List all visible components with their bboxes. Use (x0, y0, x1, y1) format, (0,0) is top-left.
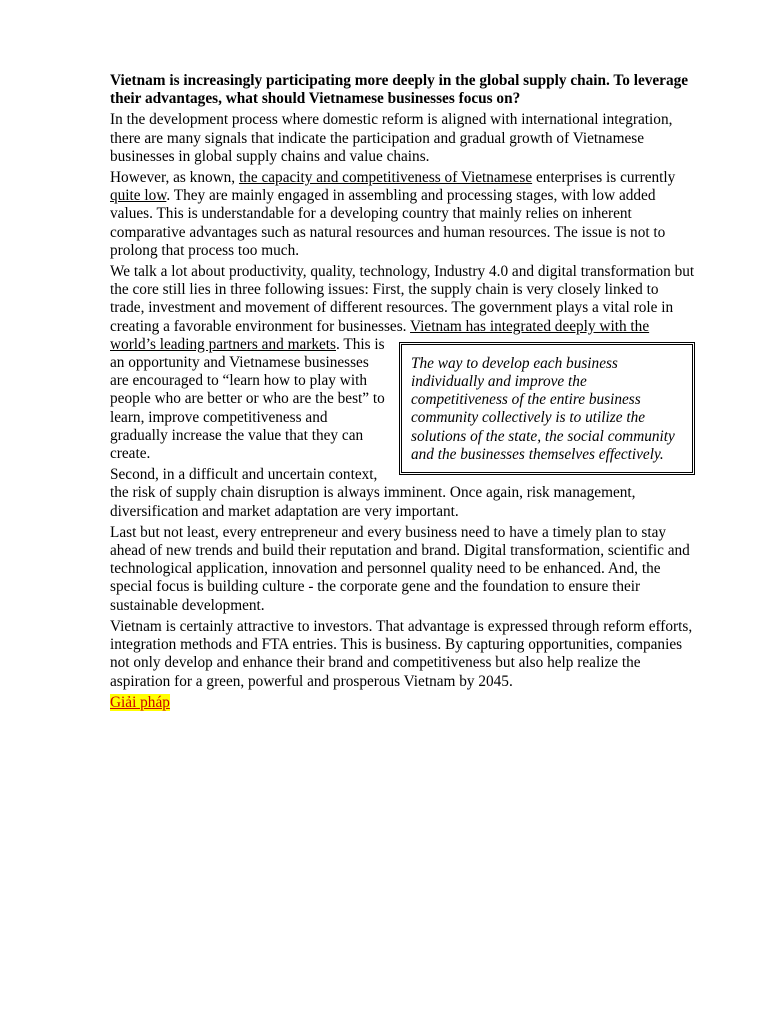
pull-quote-box: The way to develop each business individually and improve the competitiveness of the entire business community collectively is to utilize the solutions of the state, the social community and the businesses themselves effectively. (399, 342, 695, 475)
solutions-link[interactable]: Giải pháp (110, 693, 170, 711)
underlined-phrase-integration: Vietnam has integrated deeply with the world’s leading partners and markets (110, 317, 650, 353)
text-segment: However, as known, (110, 169, 239, 187)
article-title: Vietnam is increasingly participating more deeply in the global supply chain. To leverage their advantages, what should Vietnamese businesses focus on? (110, 72, 689, 108)
text-segment: . They are mainly engaged in assembling and processing stages, with low added values. This is understandable for a developing country that mainly relies on inherent comparative advantages such as natural resources and human resources. The issue is not to prolong that process too much. (110, 187, 666, 259)
paragraph-investors: Vietnam is certainly attractive to investors. That advantage is expressed through reform efforts, integration methods and FTA entries. This is business. By capturing opportunities, companies not only develop and enhance their brand and competitiveness but also help realize the aspiration for a green, powerful and prosperous Vietnam by 2045. (110, 617, 693, 690)
paragraph-intro: In the development process where domestic reform is aligned with international integration, there are many signals that indicate the participation and gradual growth of Vietnamese businesses in global supply chains and value chains. (110, 111, 673, 165)
link-paragraph (110, 694, 695, 712)
text-segment: We talk a lot about productivity, quality, technology, Industry 4.0 and digital transformation but the core still lies in three following issues: First, the supply chain is very closely linked to trade, investment and movement of different resources. The government plays a vital role in creating a favorable environment for businesses. (110, 263, 695, 335)
paragraph-capacity (110, 169, 695, 260)
paragraph-entrepreneur: Last but not least, every entrepreneur and every business need to have a timely plan to stay ahead of new trends and build their reputation and brand. Digital transformation, scientific and technological application, innovation and personnel quality need to be enhanced. And, the special focus is building culture - the corporate gene and the foundation to ensure their sustainable development. (110, 523, 690, 614)
text-segment: an opportunity and Vietnamese businesses are encouraged to “learn how to play with people who are better or who are the best” to learn, improve competitiveness and gradually increase the value that they can create. (110, 354, 385, 463)
text-with-callout (110, 263, 695, 521)
underlined-phrase-capacity: the capacity and competitiveness of Vietnamese (238, 169, 533, 187)
text-segment: enterprises is currently (532, 169, 676, 187)
paragraph-risk: Second, in a difficult and uncertain context, the risk of supply chain disruption is always imminent. Once again, risk management, diversification and market adaptation are very important. (110, 466, 636, 520)
underlined-phrase-quite-low: quite low (110, 187, 167, 205)
paragraph-issues (110, 263, 695, 463)
document-page (110, 72, 695, 715)
text-segment: . This is (336, 335, 385, 353)
